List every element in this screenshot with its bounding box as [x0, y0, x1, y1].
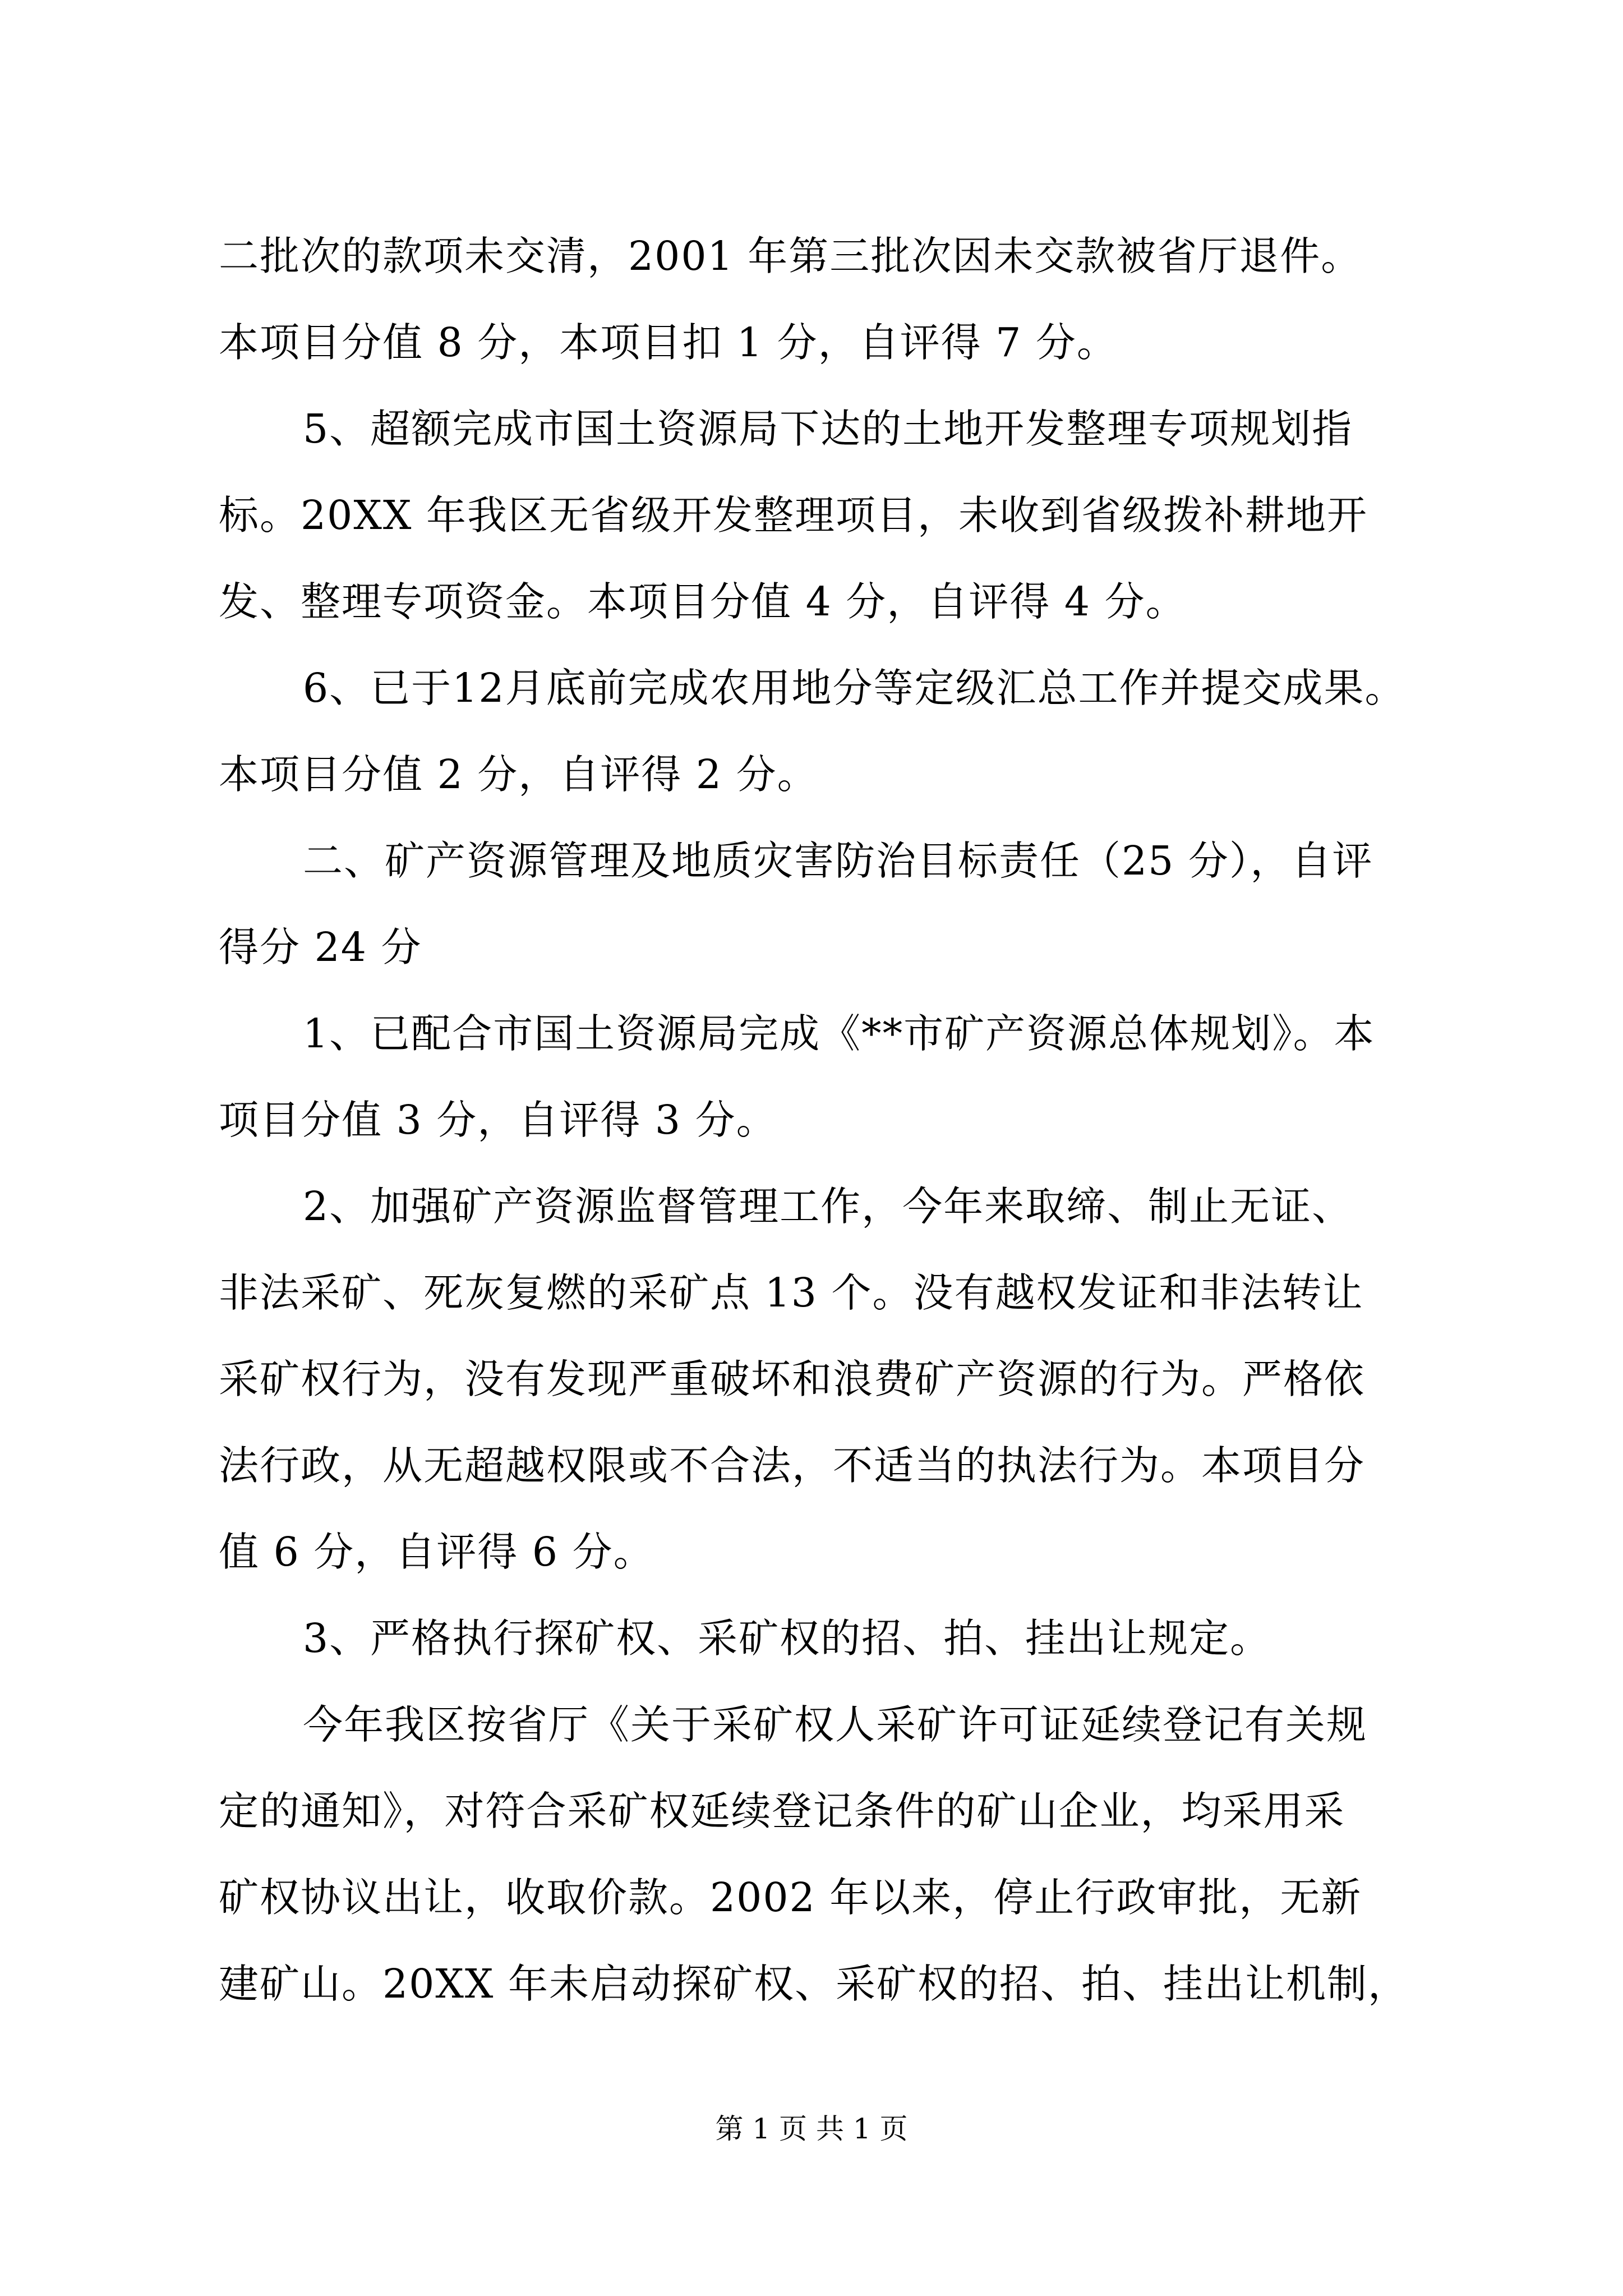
text-line: 得分 24 分: [219, 924, 422, 970]
text-line: 建矿山。20XX 年未启动探矿权、采矿权的招、拍、挂出让机制，: [219, 1961, 1409, 2007]
text-line: 本项目分值 8 分，本项目扣 1 分，自评得 7 分。: [219, 319, 1118, 366]
text-line: 标。20XX 年我区无省级开发整理项目，未收到省级拨补耕地开: [219, 492, 1368, 539]
text-line: 发、整理专项资金。本项目分值 4 分，自评得 4 分。: [219, 578, 1187, 625]
paragraph-body: 今年我区按省厅《关于采矿权人采矿许可证延续登记有关规: [303, 1701, 1368, 1748]
page-footer: 第 1 页 共 1 页: [715, 2113, 908, 2145]
text-line: 二批次的款项未交清，2001 年第三批次因未交款被省厅退件。: [219, 233, 1362, 279]
paragraph-item-2: 2、加强矿产资源监督管理工作，今年来取缔、制止无证、: [303, 1183, 1353, 1230]
text-line: 非法采矿、死灰复燃的采矿点 13 个。没有越权发证和非法转让: [219, 1269, 1364, 1316]
text-line: 矿权协议出让，收取价款。2002 年以来，停止行政审批，无新: [219, 1874, 1362, 1921]
text-line: 项目分值 3 分，自评得 3 分。: [219, 1097, 777, 1143]
paragraph-item-5: 5、超额完成市国土资源局下达的土地开发整理专项规划指: [303, 406, 1353, 452]
paragraph-item-3: 3、严格执行探矿权、采矿权的招、拍、挂出让规定。: [303, 1615, 1271, 1662]
text-line: 采矿权行为，没有发现严重破坏和浪费矿产资源的行为。严格依: [219, 1356, 1366, 1402]
paragraph-item-6: 6、已于12月底前完成农用地分等定级汇总工作并提交成果。: [303, 665, 1406, 711]
text-line: 本项目分值 2 分，自评得 2 分。: [219, 751, 818, 798]
text-line: 值 6 分，自评得 6 分。: [219, 1529, 654, 1575]
text-line: 定的通知》，对符合采矿权延续登记条件的矿山企业，均采用采: [219, 1788, 1345, 1834]
paragraph-item-1: 1、已配合市国土资源局完成《**市矿产资源总体规划》。本: [303, 1010, 1375, 1057]
document-body: [219, 213, 1441, 2027]
section-heading-2: 二、矿产资源管理及地质灾害防治目标责任（25 分），自评: [303, 838, 1373, 884]
text-line: 法行政，从无超越权限或不合法，不适当的执法行为。本项目分: [219, 1442, 1366, 1489]
